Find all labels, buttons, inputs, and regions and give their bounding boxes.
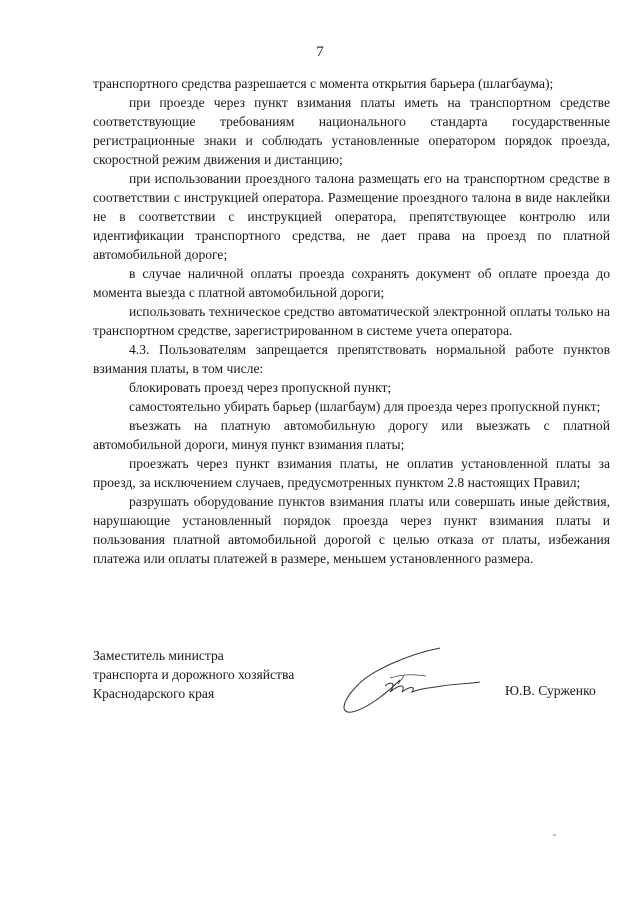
paragraph: при использовании проездного талона размещать его на транспортном средстве в соответствии с инструкцией оператора. Размещение проездного талона в виде наклейки не в соответствии с инструкцией оператора, препятствующее контролю или идентификации транспортного средства, не дает права на проезд по платной автомобильной дороге;	[93, 171, 610, 262]
signer-title-line: транспорта и дорожного хозяйства	[93, 667, 295, 682]
signer-title	[93, 646, 294, 703]
signer-title-line: Заместитель министра	[93, 648, 224, 663]
signer-name: Ю.В. Сурженко	[505, 683, 596, 698]
page-number: 7	[316, 44, 324, 60]
scan-speck	[553, 834, 556, 836]
paragraph: использовать техническое средство автоматической электронной оплаты только на транспортном средстве, зарегистрированном в системе учета оператора.	[93, 304, 610, 338]
paragraph: транспортного средства разрешается с момента открытия барьера (шлагбаума);	[93, 76, 554, 91]
paragraph: при проезде через пункт взимания платы иметь на транспортном средстве соответствующие требованиям национального стандарта государственные регистрационные знаки и соблюдать установленные оператором порядок проезда, скоростной режим движения и дистанцию;	[93, 95, 610, 167]
paragraph: разрушать оборудование пунктов взимания платы или совершать иные действия, нарушающие установленный порядок проезда через пункт взимания платы и пользования платной автомобильной дорогой с целью отказа от платы, избежания платежа или оплаты платежей в размере, меньшем установленного размера.	[93, 494, 610, 566]
document-body	[93, 74, 610, 568]
paragraph: 4.3. Пользователям запрещается препятствовать нормальной работе пунктов взимания платы, в том числе:	[93, 342, 610, 376]
paragraph: блокировать проезд через пропускной пункт;	[129, 380, 392, 395]
paragraph: самостоятельно убирать барьер (шлагбаум) для проезда через пропускной пункт;	[129, 399, 601, 414]
handwritten-signature	[330, 640, 500, 720]
paragraph: в случае наличной оплаты проезда сохранять документ об оплате проезда до момента выезда с платной автомобильной дороги;	[93, 266, 610, 300]
paragraph: въезжать на платную автомобильную дорогу или выезжать с платной автомобильной дороги, минуя пункт взимания платы;	[93, 418, 610, 452]
signer-title-line: Краснодарского края	[93, 686, 215, 701]
paragraph: проезжать через пункт взимания платы, не оплатив установленной платы за проезд, за исключением случаев, предусмотренных пунктом 2.8 настоящих Правил;	[93, 456, 610, 490]
